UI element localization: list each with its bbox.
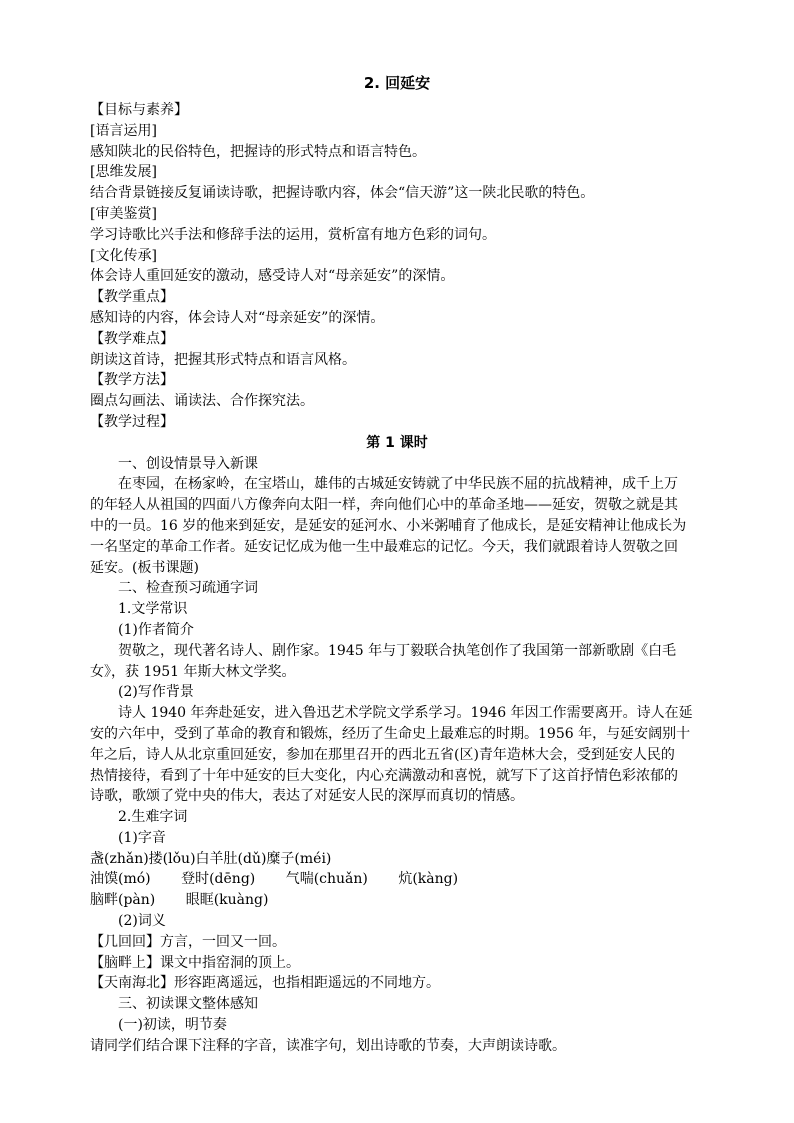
paragraph-line: 中的一员。16 岁的他来到延安，是延安的延河水、小米粥哺育了他成长，是延安精神让他成长为 (90, 517, 687, 534)
body-text: 朗读这首诗，把握其形式特点和语言风格。 (90, 351, 356, 368)
pinyin-item: 登时(dēng) (181, 871, 256, 888)
vocab-entry: 【脑畔上】课文中指窑洞的顶上。 (90, 954, 300, 971)
subheading: 2.生难字词 (118, 809, 188, 826)
paragraph-line: 女》，获 1951 年斯大林文学奖。 (90, 663, 296, 680)
vocab-entry: 【几回回】方言，一回又一回。 (90, 933, 286, 950)
body-text: 学习诗歌比兴手法和修辞手法的运用，赏析富有地方色彩的词句。 (90, 226, 496, 243)
paragraph-line: 的年轻人从祖国的四面八方像奔向太阳一样，奔向他们心中的革命圣地——延安，贺敬之就是其 (90, 497, 678, 514)
section-heading: 【教学重点】 (90, 289, 174, 306)
subheading: (一)初读，明节奏 (118, 1017, 227, 1034)
subsection-label: [审美鉴赏] (90, 205, 157, 222)
section-heading: 【教学过程】 (90, 413, 174, 430)
section-heading: 【教学方法】 (90, 372, 174, 389)
subheading: (2)写作背景 (118, 684, 194, 701)
paragraph-line: 延安。(板书课题) (90, 559, 199, 576)
subsection-label: [文化传承] (90, 247, 157, 264)
paragraph-line: 贺敬之，现代著名诗人、剧作家。1945 年与丁毅联合执笔创作了我国第一部新歌剧《白毛 (118, 642, 677, 659)
paragraph-line: 诗歌，歌颂了党中央的伟大，表达了对延安人民的深厚而真切的情感。 (90, 788, 524, 805)
body-text: 圈点勾画法、诵读法、合作探究法。 (90, 393, 314, 410)
body-text: 感知陕北的民俗特色，把握诗的形式特点和语言特色。 (90, 143, 426, 160)
step-heading: 二、检查预习疏通字词 (118, 580, 258, 597)
page-title: 2. 回延安 (363, 74, 431, 92)
pinyin-line: 盏(zhǎn)搂(lǒu)白羊肚(dǔ)糜子(méi) (90, 850, 332, 867)
paragraph-line: 诗人 1940 年奔赴延安，进入鲁迅艺术学院文学系学习。1946 年因工作需要离开。诗人在延 (118, 705, 693, 722)
section-heading: 【教学难点】 (90, 330, 174, 347)
pinyin-item: 油馍(mó) (90, 871, 151, 888)
subheading: 1.文学常识 (118, 601, 188, 618)
pinyin-item: 气喘(chuǎn) (285, 871, 368, 888)
subsection-label: [思维发展] (90, 164, 157, 181)
paragraph-line: 请同学们结合课下注释的字音，读准字句，划出诗歌的节奏，大声朗读诗歌。 (90, 1037, 566, 1054)
lesson-heading: 第 1 课时 (366, 434, 428, 451)
paragraph-line: 年之后，诗人从北京重回延安，参加在那里召开的西北五省(区)青年造林大会，受到延安人民的 (90, 746, 675, 763)
paragraph-line: 一名坚定的革命工作者。延安记忆成为他一生中最难忘的记忆。今天，我们就跟着诗人贺敬之回 (90, 538, 678, 555)
subsection-label: [语言运用] (90, 122, 157, 139)
pinyin-row (90, 869, 704, 890)
subheading: (1)字音 (118, 829, 166, 846)
subheading: (1)作者简介 (118, 621, 194, 638)
subheading: (2)词义 (118, 913, 166, 930)
body-text: 体会诗人重回延安的激动，感受诗人对“母亲延安”的深情。 (90, 268, 455, 285)
pinyin-item: 脑畔(pàn) (90, 892, 156, 909)
body-text: 结合背景链接反复诵读诗歌，把握诗歌内容，体会“信天游”这一陕北民歌的特色。 (90, 185, 595, 202)
section-heading: 【目标与素养】 (90, 102, 188, 118)
pinyin-item: 眼眶(kuàng) (185, 892, 269, 909)
paragraph-line: 安的六年中，受到了革命的教育和锻炼，经历了生命史上最难忘的时期。1956 年，与延安阔别十 (90, 725, 691, 742)
pinyin-row (90, 890, 704, 911)
step-heading: 一、创设情景导入新课 (118, 455, 258, 472)
vocab-entry: 【天南海北】形容距离遥远，也指相距遥远的不同地方。 (90, 975, 440, 992)
paragraph-line: 在枣园，在杨家岭，在宝塔山，雄伟的古城延安铸就了中华民族不屈的抗战精神，成千上万 (118, 476, 678, 493)
pinyin-item: 炕(kàng) (398, 871, 459, 888)
step-heading: 三、初读课文整体感知 (118, 996, 258, 1013)
body-text: 感知诗的内容，体会诗人对“母亲延安”的深情。 (90, 309, 385, 326)
paragraph-line: 热情接待，看到了十年中延安的巨大变化，内心充满激动和喜悦，就写下了这首抒情色彩浓郁的 (90, 767, 678, 784)
